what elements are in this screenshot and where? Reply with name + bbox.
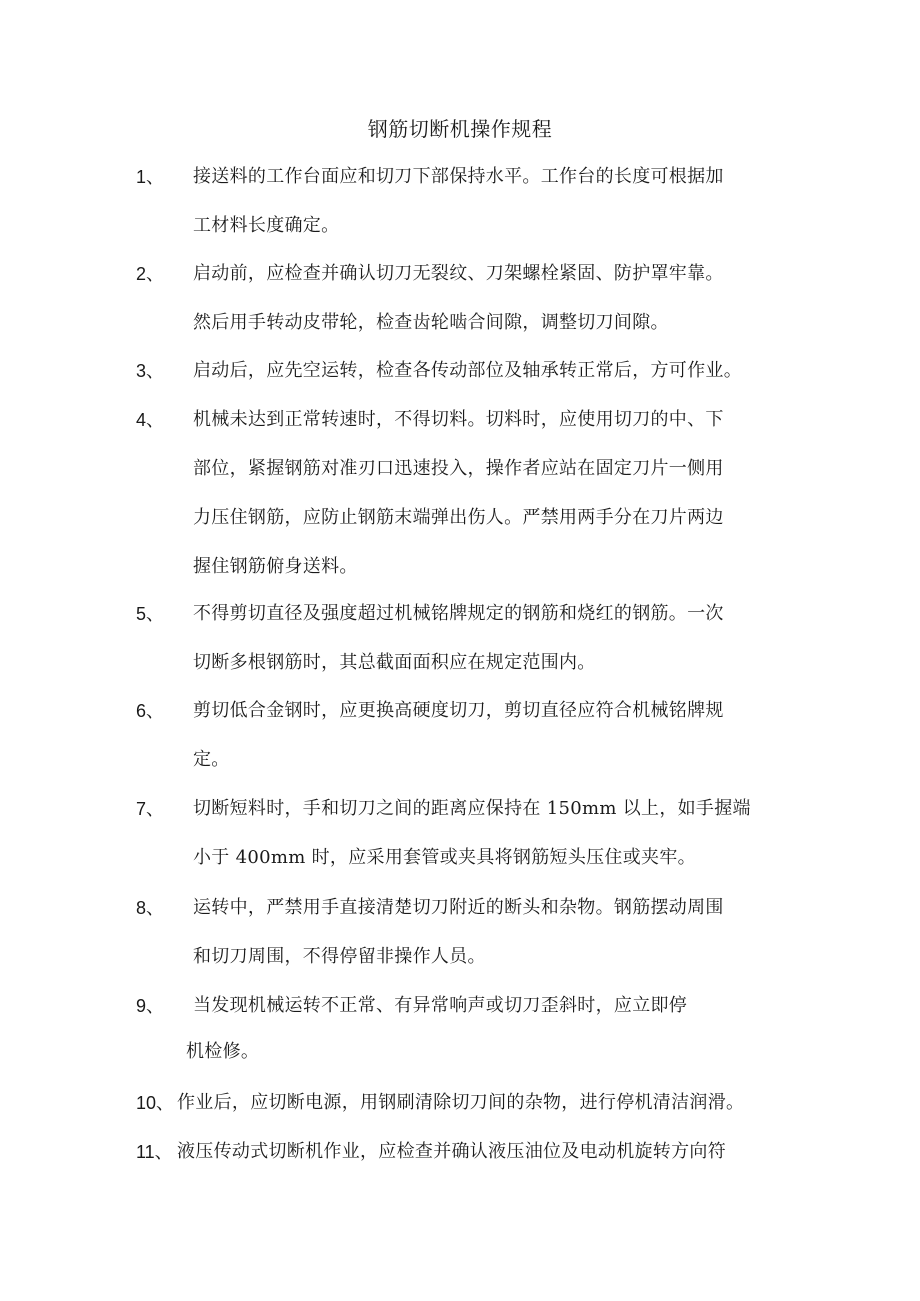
item-text-line: 工材料长度确定。 xyxy=(193,215,340,236)
item-text-line: 剪切低合金钢时，应更换高硬度切刀，剪切直径应符合机械铭牌规 xyxy=(193,700,724,721)
item-text-line: 机械未达到正常转速时，不得切料。切料时，应使用切刀的中、下 xyxy=(193,409,724,430)
item-text-line: 切断多根钢筋时，其总截面面积应在规定范围内。 xyxy=(193,652,596,673)
item-text-line: 当发现机械运转不正常、有异常响声或切刀歪斜时，应立即停 xyxy=(193,995,688,1016)
item-text-line: 小于 400mm 时，应采用套管或夹具将钢筋短头压住或夹牢。 xyxy=(193,847,696,868)
item-text-line: 不得剪切直径及强度超过机械铭牌规定的钢筋和烧红的钢筋。一次 xyxy=(193,603,724,624)
item-number: 2、 xyxy=(136,264,165,284)
item-number: 7、 xyxy=(136,799,165,819)
item-number: 9、 xyxy=(136,996,165,1016)
item-text-line: 机检修。 xyxy=(186,1041,260,1062)
item-text-line: 部位，紧握钢筋对准刃口迅速投入，操作者应站在固定刀片一侧用 xyxy=(193,458,724,479)
item-text-line: 握住钢筋俯身送料。 xyxy=(193,556,358,577)
item-number: 11、 xyxy=(136,1142,173,1162)
document-title: 钢筋切断机操作规程 xyxy=(367,117,553,141)
item-text-line: 运转中，严禁用手直接清楚切刀附近的断头和杂物。钢筋摆动周围 xyxy=(193,897,724,918)
item-text-line: 然后用手转动皮带轮，检查齿轮啮合间隙，调整切刀间隙。 xyxy=(193,312,669,333)
item-number: 10、 xyxy=(136,1093,175,1113)
item-text-line: 定。 xyxy=(193,749,230,770)
item-number: 3、 xyxy=(136,361,165,381)
item-text-line: 启动后，应先空运转，检查各传动部位及轴承转正常后，方可作业。 xyxy=(193,360,742,381)
item-text-line: 启动前，应检查并确认切刀无裂纹、刀架螺栓紧固、防护罩牢靠。 xyxy=(193,263,724,284)
item-number: 8、 xyxy=(136,898,165,918)
item-text-line: 作业后，应切断电源，用钢刷清除切刀间的杂物，进行停机清洁润滑。 xyxy=(177,1092,745,1113)
item-number: 6、 xyxy=(136,701,165,721)
item-number: 1、 xyxy=(136,167,165,187)
item-text-line: 切断短料时，手和切刀之间的距离应保持在 150mm 以上，如手握端 xyxy=(193,798,751,819)
item-text-line: 液压传动式切断机作业，应检查并确认液压油位及电动机旋转方向符 xyxy=(177,1141,726,1162)
item-text-line: 和切刀周围，不得停留非操作人员。 xyxy=(193,946,486,967)
item-text-line: 接送料的工作台面应和切刀下部保持水平。工作台的长度可根据加 xyxy=(193,166,724,187)
item-text-line: 力压住钢筋，应防止钢筋末端弹出伤人。严禁用两手分在刀片两边 xyxy=(193,507,724,528)
item-number: 4、 xyxy=(136,410,165,430)
item-number: 5、 xyxy=(136,604,165,624)
